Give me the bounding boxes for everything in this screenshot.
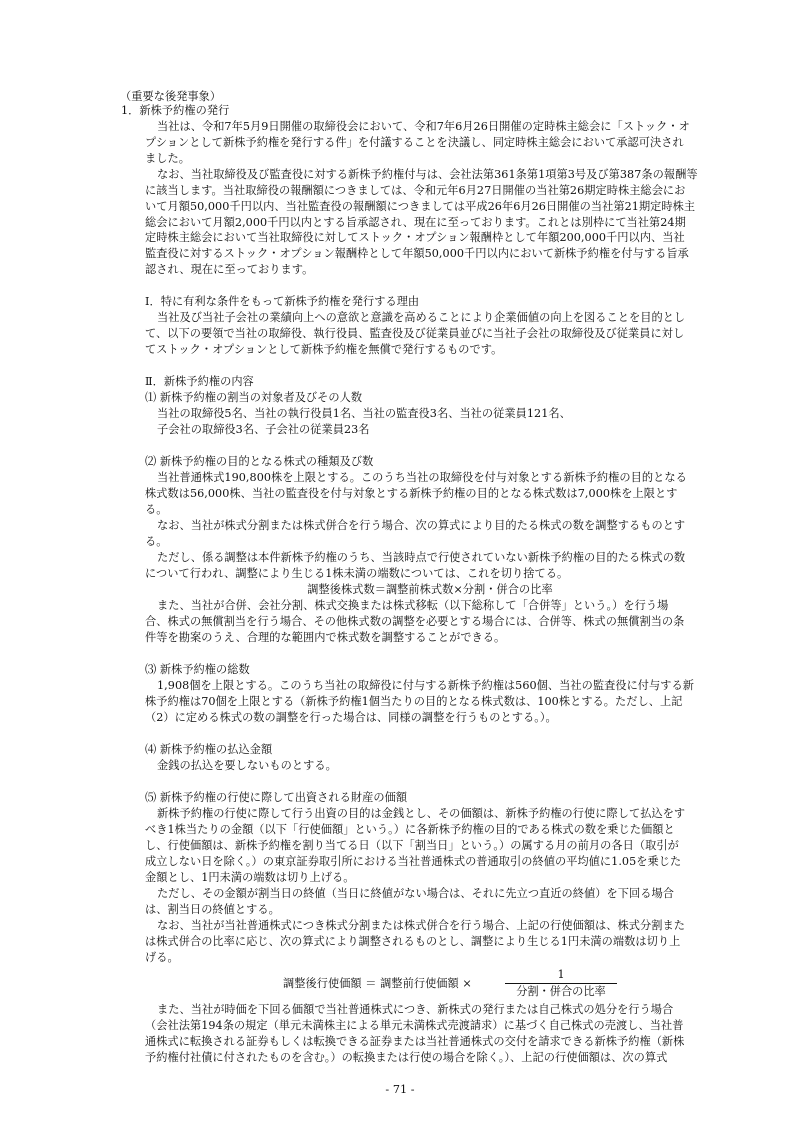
paragraph-line: 定時株主総会において当社取締役に対してストック・オプション報酬枠として年額200,000千円以内、当社: [145, 231, 685, 244]
formula-price-fraction: [505, 968, 617, 999]
paragraph-line: 認され、現在に至っております。: [145, 263, 314, 276]
paragraph-line: 成立しない日を除く。）の東京証券取引所における当社普通株式の普通取引の終値の平均値に1.05を乗じた: [145, 855, 682, 868]
paragraph-line: また、当社が時価を下回る価額で当社普通株式につき、新株式の発行または自己株式の処分を行う場合: [157, 1003, 674, 1016]
paragraph-line: 株式数は56,000株、当社の監査役を付与対象とする新株予約権の目的となる株式数は7,000株を上限とす: [145, 487, 678, 500]
paragraph-line: プションとして新株予約権を発行する件」を付議することを決議し、同定時株主総会において承認可決され: [145, 136, 684, 149]
page-number: - 71 -: [385, 1083, 415, 1096]
paragraph-line: てストック・オプションとして新株予約権を無償で発行するものです。: [145, 343, 503, 356]
paragraph-line: べき1株当たりの金額（以下「行使価額」という。）に各新株予約権の目的である株式の数を乗じた価額と: [145, 823, 675, 836]
paragraph-line: 監査役に対するストック・オプション報酬枠として年額50,000千円以内において新株予約権を付与する旨承: [145, 247, 689, 260]
paragraph-line: 予約権付社債に付されたものを含む。）の転換または行使の場合を除く。）、上記の行使価額は、次の算式: [145, 1051, 668, 1064]
section-title: Ⅱ．新株予約権の内容: [145, 375, 254, 388]
paragraph-line: 件等を勘案のうえ、合理的な範囲内で株式数を調整することができる。: [145, 631, 506, 644]
paragraph-line: また、当社が合併、会社分割、株式交換または株式移転（以下総称して「合併等」という。）を行う場: [157, 599, 669, 612]
subsection-title: ⑴ 新株予約権の割当の対象者及びその人数: [145, 391, 363, 404]
paragraph-line: 合、株式の無償割当を行う場合、その他株式数の調整を必要とする場合には、合併等、株式の無償割当の条: [145, 615, 685, 628]
paragraph-line: 総会において月額2,000千円以内とする旨承認され、現在に至っております。これとは別枠にて当社第24期: [145, 216, 686, 229]
paragraph-line: は、割当日の終値とする。: [145, 903, 280, 916]
paragraph-line: 当社の取締役5名、当社の執行役員1名、当社の監査役3名、当社の従業員121名、: [157, 407, 571, 420]
paragraph-line: 当社は、令和7年5月9日開催の取締役会において、令和7年6月26日開催の定時株主総会に「ストック・オ: [157, 120, 690, 133]
fraction-denominator: 分割・併合の比率: [516, 985, 606, 998]
paragraph-line: 1,908個を上限とする。このうち当社の取締役に付与する新株予約権は560個、当社の監査役に付与する新: [157, 679, 694, 692]
item-title: 1．新株予約権の発行: [121, 104, 230, 117]
section-title: Ⅰ．特に有利な条件をもって新株予約権を発行する理由: [145, 295, 420, 308]
paragraph-line: 金銭の払込を要しないものとする。: [157, 759, 337, 772]
paragraph-line: 通株式に転換される証券もしくは転換できる証券または当社普通株式の交付を請求できる新株予約権（新株: [145, 1035, 685, 1048]
paragraph-line: 当社及び当社子会社の業績向上への意欲と意識を高めることにより企業価値の向上を図ることを目的とし: [157, 311, 686, 324]
paragraph-line: なお、当社が当社普通株式につき株式分割または株式併合を行う場合、上記の行使価額は、株式分割また: [157, 919, 685, 932]
formula-price-lhs: 調整後行使価額 ＝ 調整前行使価額 ×: [283, 977, 472, 990]
paragraph-line: ただし、その金額が割当日の終値（当日に終値がない場合は、それに先立つ直近の終値）を下回る場合: [157, 887, 674, 900]
paragraph-line: 金額とし、1円未満の端数は切り上げる。: [145, 871, 355, 884]
subsection-title: ⑸ 新株予約権の行使に際して出資される財産の価額: [145, 791, 408, 804]
paragraph-line: 子会社の取締役3名、子会社の従業員23名: [157, 423, 370, 436]
paragraph-line: ました。: [145, 152, 190, 165]
paragraph-line: げる。: [145, 951, 179, 964]
fraction-numerator: 1: [557, 968, 565, 981]
paragraph-line: る。: [145, 535, 168, 548]
subsection-title: ⑵ 新株予約権の目的となる株式の種類及び数: [145, 455, 374, 468]
paragraph-line: は株式併合の比率に応じ、次の算式により調整されるものとし、調整により生じる1円未満の端数は切り上: [145, 935, 681, 948]
paragraph-line: （会社法第194条の規定（単元未満株主による単元未満株式売渡請求）に基づく自己株式の売渡し、当社普: [145, 1019, 684, 1032]
paragraph-line: て、以下の要領で当社の取締役、執行役員、監査役及び従業員並びに当社子会社の取締役及び従業員に対し: [145, 327, 685, 340]
paragraph-line: 株予約権は70個を上限とする（新株予約権1個当たりの目的となる株式数は、100株とする。ただし、上記: [145, 695, 683, 708]
subsection-title: ⑷ 新株予約権の払込金額: [145, 743, 273, 756]
fraction-bar: [505, 983, 617, 984]
paragraph-line: いて月額50,000千円以内、当社監査役の報酬額につきましては平成26年6月26日開催の当社第21期定時株主: [145, 200, 696, 213]
formula-shares: 調整後株式数＝調整前株式数×分割・併合の比率: [307, 583, 553, 596]
paragraph-line: 当社普通株式190,800株を上限とする。このうち当社の取締役を付与対象とする新株予約権の目的となる: [157, 471, 687, 484]
paragraph-line: （2）に定める株式の数の調整を行った場合は、同様の調整を行うものとする。）。: [145, 711, 557, 724]
paragraph-line: 新株予約権の行使に際して行う出資の目的は金銭とし、その価額は、新株予約権の行使に際して払込をす: [157, 807, 686, 820]
paragraph-line: る。: [145, 503, 168, 516]
paragraph-line: に該当します。当社取締役の報酬額につきましては、令和元年6月27日開催の当社第26期定時株主総会にお: [145, 184, 686, 197]
paragraph-line: ただし、係る調整は本件新株予約権のうち、当該時点で行使されていない新株予約権の目的たる株式の数: [157, 551, 686, 564]
paragraph-line: なお、当社取締役及び監査役に対する新株予約権付与は、会社法第361条第1項第3号及び第387条の報酬等: [157, 168, 698, 181]
paragraph-line: について行われ、調整により生じる1株未満の端数については、これを切り捨てる。: [145, 567, 569, 580]
paragraph-line: し、行使価額は、新株予約権を割り当てる日（以下「割当日」という。）の属する月の前月の各日（取引が: [145, 839, 679, 852]
subsection-title: ⑶ 新株予約権の総数: [145, 663, 250, 676]
paragraph-line: なお、当社が株式分割または株式併合を行う場合、次の算式により目的たる株式の数を調整するものとす: [157, 519, 686, 532]
section-heading: （重要な後発事象）: [120, 90, 222, 103]
